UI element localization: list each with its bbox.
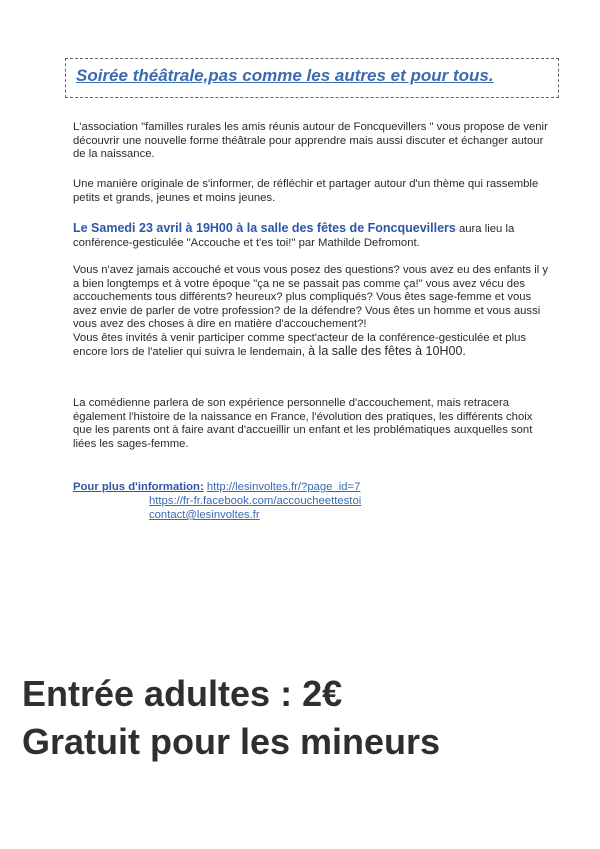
- intro-paragraph: L'association "familles rurales les amis réunis autour de Foncquevillers " vous propose de venir découvrir une nouvelle forme théâtrale pour apprendre mais aussi discuter et échanger autour de la naissance.: [73, 121, 548, 160]
- event-highlight: Le Samedi 23 avril à 19H00 à la salle des fêtes de Foncquevillers: [73, 221, 456, 235]
- info-line: [73, 480, 360, 494]
- info-links: [149, 494, 361, 522]
- adult-price: Entrée adultes : 2€: [22, 673, 343, 714]
- website-link[interactable]: http://lesinvoltes.fr/?page_id=7: [206, 481, 361, 493]
- invitation-text: Vous êtes invités à venir participer comme spect'acteur de la conférence-gesticulée et plus encore lors de l'atelier qui suivra le lendemain,: [73, 331, 527, 358]
- event-paragraph: [73, 222, 553, 250]
- questions-paragraph: [73, 264, 553, 360]
- price-block: [22, 670, 440, 766]
- questions-text: Vous n'avez jamais accouché et vous vous posez des questions? vous avez eu des enfants il y a bien longtemps et à votre époque "ça ne se passait pas comme ça!" vous avez vécu des accouchements tous différents? heureux? plus compliqués? Vous êtes sage-femme et vous avez envie de parler de votre profession? de la défendre? Vous êtes un homme et vous aussi vous avez des choses à dire en matière d'accouchement?!: [73, 264, 549, 330]
- invitation-location: à la salle des fêtes à 10H00.: [308, 344, 466, 358]
- theme-paragraph: Une manière originale de s'informer, de réfléchir et partager autour d'un thème qui rassemble petits et grands, jeunes et moins jeunes.: [73, 178, 539, 204]
- facebook-link[interactable]: https://fr-fr.facebook.com/accoucheettestoi: [149, 495, 362, 507]
- minors-free: Gratuit pour les mineurs: [22, 721, 441, 762]
- email-link[interactable]: contact@lesinvoltes.fr: [149, 509, 260, 521]
- description-paragraph: La comédienne parlera de son expérience personnelle d'accouchement, mais retracera également l'histoire de la naissance en France, l'évolution des pratiques, les différents choix que les parents ont à faire avant d'accueillir un enfant et les problématiques auxquelles sont liées les sages-femme.: [73, 397, 533, 450]
- page-title: Soirée théâtrale,pas comme les autres et pour tous.: [76, 66, 494, 85]
- event-details: aura lieu la conférence-gesticulée "Accouche et t'es toi!" par Mathilde Defromont.: [73, 223, 515, 249]
- title-box: [65, 58, 559, 98]
- info-label: Pour plus d'information:: [73, 481, 204, 493]
